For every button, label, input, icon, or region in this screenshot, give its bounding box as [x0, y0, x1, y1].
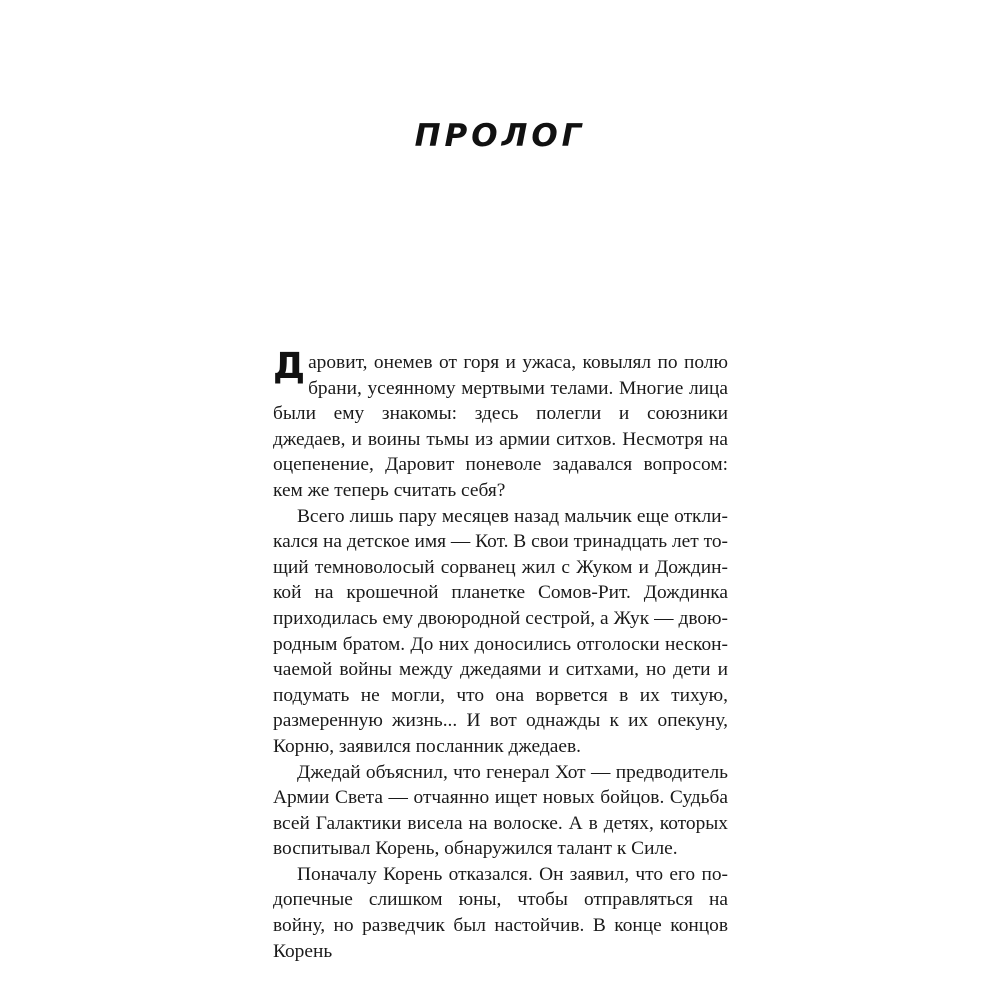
paragraph-3: Джедай объяснил, что генерал Хот — предводитель Армии Света — отчаянно ищет новых бойцов. Судьба всей Галактики висела на волоске. А в детях, которых воспитывал Корень, обнаружился талант к Силе.	[273, 761, 728, 860]
drop-cap: Д	[273, 346, 306, 387]
body-text	[273, 346, 728, 964]
chapter-title: ПРОЛОГ	[414, 118, 586, 154]
paragraph-1	[273, 346, 728, 504]
paragraph-4: Поначалу Корень отказался. Он заявил, что его подопечные слишком юны, чтобы отправляться на войну, но разведчик был настойчив. В конце концов Корень	[273, 863, 728, 962]
paragraph-2: Всего лишь пару месяцев назад мальчик еще откликался на детское имя — Кот. В свои тринадцать лет тощий темноволосый сорванец жил с Жуком и Дождинкой на крошечной планетке Сомов-Рит. Дождинка приходилась ему двоюродной сестрой, а Жук — двоюродным братом. До них доносились отголоски нескончаемой войны между джедаями и ситхами, но дети и подумать не могли, что она ворвется в их тихую, размеренную жизнь... И вот однажды к их опекуну, Корню, заявился посланник джедаев.	[273, 505, 728, 757]
paragraph-1-text: аровит, онемев от горя и ужаса, ковылял по полю брани, усеянному мертвыми телами. Многие лица были ему знакомы: здесь полегли и союзники джедаев, и воины тьмы из армии ситхов. Несмотря на оцепенение, Даровит поневоле задавался вопросом: кем же теперь считать себя?	[273, 352, 728, 501]
